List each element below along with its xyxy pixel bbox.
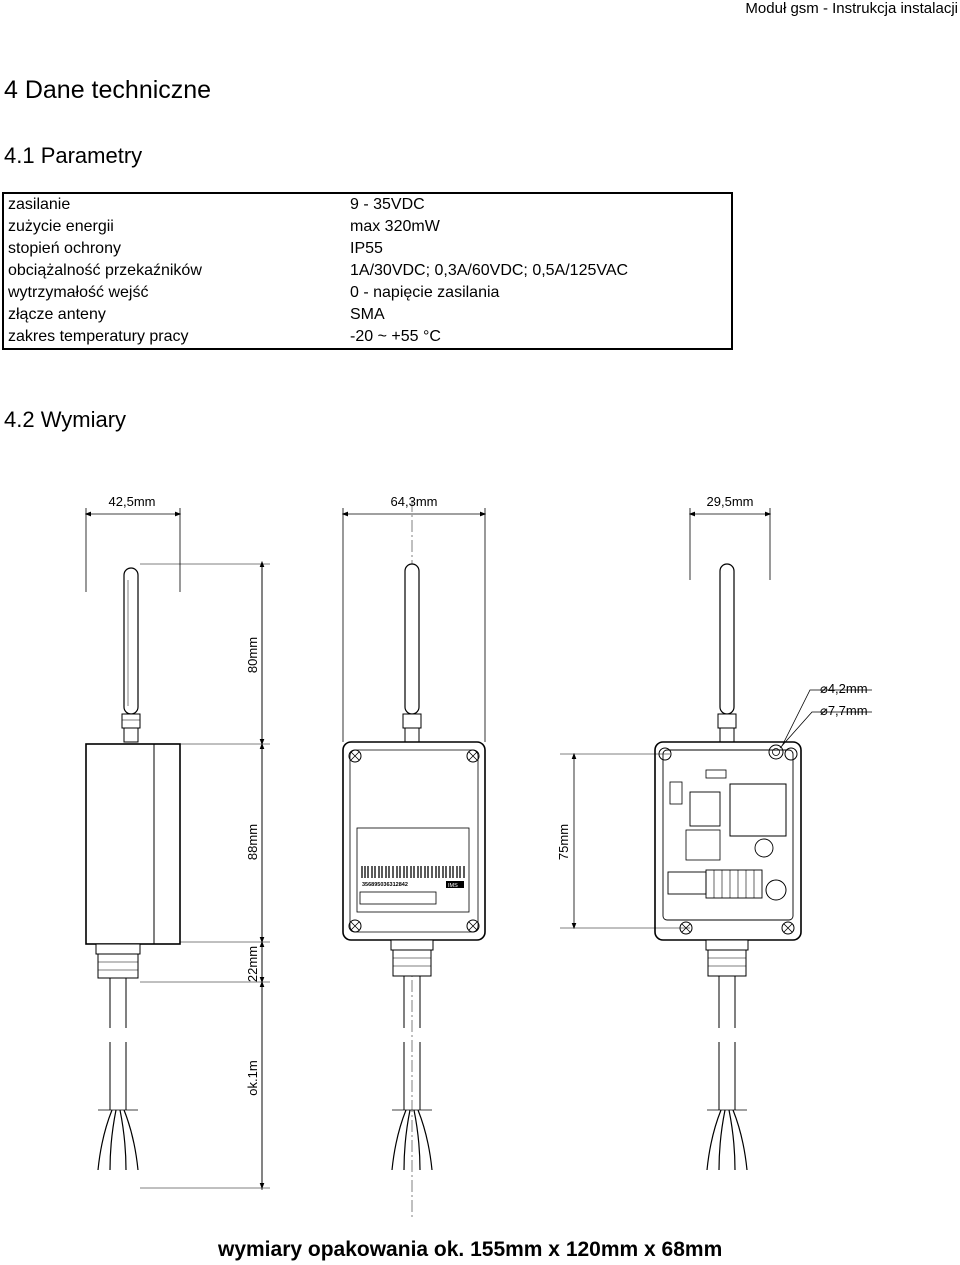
param-value: SMA xyxy=(350,306,385,323)
param-value: -20 ~ +55 °C xyxy=(350,328,441,345)
param-label: zasilanie xyxy=(8,196,71,213)
param-value: 0 - napięcie zasilania xyxy=(350,284,500,301)
dim-hole-large: ⌀7,7mm xyxy=(820,703,868,718)
param-label: stopień ochrony xyxy=(8,240,121,257)
param-value: max 320mW xyxy=(350,218,440,235)
param-value: 1A/30VDC; 0,3A/60VDC; 0,5A/125VAC xyxy=(350,262,629,279)
dim-gland-height: 22mm xyxy=(245,945,260,983)
dim-depth: 29,5mm xyxy=(706,494,754,509)
param-value: 9 - 35VDC xyxy=(350,196,425,213)
param-label: wytrzymałość wejść xyxy=(8,284,149,301)
packaging-caption: wymiary opakowania ok. 155mm x 120mm x 68mm xyxy=(218,1238,723,1261)
parameters-table xyxy=(2,192,733,350)
dim-body-height: 88mm xyxy=(245,823,260,861)
label-brand: IMS xyxy=(448,883,458,889)
parameters-title: 4.1 Parametry xyxy=(4,143,143,168)
table-row xyxy=(3,260,732,282)
param-label: złącze anteny xyxy=(8,306,106,323)
dimension-drawing xyxy=(0,480,960,1230)
dim-front-width: 64,3mm xyxy=(390,494,438,509)
dim-side-width: 42,5mm xyxy=(108,494,156,509)
table-row xyxy=(3,238,732,260)
table-row xyxy=(3,216,732,238)
dim-antenna-height: 80mm xyxy=(245,636,260,674)
running-header: Moduł gsm - Instrukcja instalacji xyxy=(745,0,958,17)
table-row xyxy=(3,193,732,216)
dim-hole-small: ⌀4,2mm xyxy=(820,681,868,696)
dim-cable-length: ok.1m xyxy=(245,1060,260,1096)
param-label: zużycie energii xyxy=(8,218,114,235)
dimensions-title: 4.2 Wymiary xyxy=(4,407,127,432)
section-title: 4 Dane techniczne xyxy=(4,76,212,104)
table-row xyxy=(3,304,732,326)
param-label: zakres temperatury pracy xyxy=(8,328,189,345)
barcode-number: 356895036312842 xyxy=(362,882,408,888)
side-view xyxy=(86,508,180,1170)
table-row xyxy=(3,326,732,349)
dim-mount-distance: 75mm xyxy=(556,823,571,861)
param-label: obciążalność przekaźników xyxy=(8,262,202,279)
param-value: IP55 xyxy=(350,240,383,257)
front-view xyxy=(343,500,485,1220)
open-view xyxy=(560,508,872,1170)
table-row xyxy=(3,282,732,304)
